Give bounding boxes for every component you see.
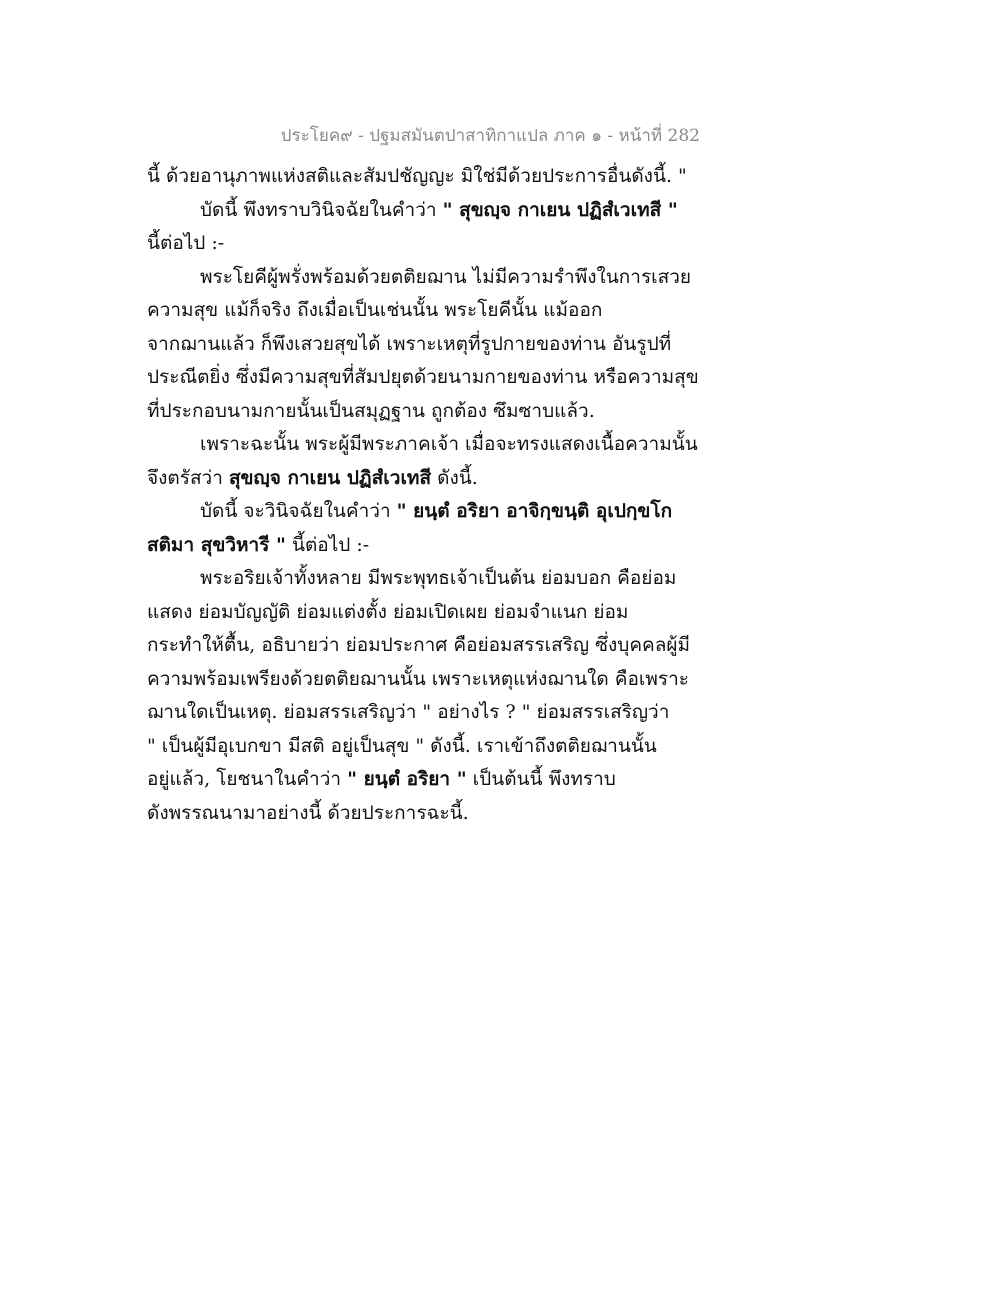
text-run: นี้ต่อไป :- (285, 533, 370, 556)
text-line (147, 696, 707, 730)
text-run: ความพร้อมเพรียงด้วยตติยฌานนั้น เพราะเหตุแห่งฌานใด คือเพราะ (147, 667, 690, 690)
text-line (147, 797, 707, 831)
pali-term: " สุขญฺจ กาเยน ปฏิสํเวเทสี " (442, 198, 678, 221)
text-line (147, 428, 707, 462)
pali-term: สติมา สุขวิหารี " (147, 533, 286, 556)
text-line (147, 529, 707, 563)
pali-term: " ยนฺตํ อริยา " (347, 768, 467, 790)
text-run: ฌานใดเป็นเหตุ. ย่อมสรรเสริญว่า " อย่างไร ? " ย่อมสรรเสริญว่า (147, 701, 670, 723)
text-line (147, 261, 707, 295)
text-run: บัดนี้ พึงทราบวินิจฉัยในคำว่า (200, 198, 443, 221)
text-line (147, 194, 707, 228)
text-run: จึงตรัสว่า (147, 466, 229, 489)
text-line (147, 730, 707, 764)
text-run: เพราะฉะนั้น พระผู้มีพระภาคเจ้า เมื่อจะทรงแสดงเนื้อความนั้น (200, 433, 698, 455)
text-run: ประณีตยิ่ง ซึ่งมีความสุขที่สัมปยุตด้วยนามกายของท่าน หรือความสุข (147, 366, 699, 388)
text-line (147, 294, 707, 328)
text-run: จากฌานแล้ว ก็พึงเสวยสุขได้ เพราะเหตุที่รูปกายของท่าน อันรูปที่ (147, 332, 672, 355)
text-run: ความสุข แม้ก็จริง ถึงเมื่อเป็นเช่นนั้น พระโยคีนั้น แม้ออก (147, 299, 603, 321)
text-run: ดังนี้. (431, 466, 478, 489)
text-line (147, 395, 707, 429)
text-line (147, 227, 707, 261)
document-body (147, 160, 707, 830)
text-line (147, 596, 707, 630)
text-run: พระอริยเจ้าทั้งหลาย มีพระพุทธเจ้าเป็นต้น ย่อมบอก คือย่อม (200, 567, 677, 589)
text-line (147, 160, 707, 194)
text-line (147, 763, 707, 797)
pali-term: " ยนฺตํ อริยา อาจิกฺขนฺติ อุเปกฺขโก (396, 500, 673, 522)
text-line (147, 361, 707, 395)
text-run: แสดง ย่อมบัญญัติ ย่อมแต่งตั้ง ย่อมเปิดเผย ย่อมจำแนก ย่อม (147, 600, 629, 623)
text-run: เป็นต้นนี้ พึงทราบ (466, 768, 616, 790)
text-run: อยู่แล้ว, โยชนาในคำว่า (147, 768, 348, 790)
text-line (147, 629, 707, 663)
text-run: นี้ต่อไป :- (147, 232, 225, 254)
text-run: กระทำให้ตื้น, อธิบายว่า ย่อมประกาศ คือย่อมสรรเสริญ ซึ่งบุคคลผู้มี (147, 634, 691, 656)
text-line (147, 562, 707, 596)
pali-term: สุขญฺจ กาเยน ปฏิสํเวเทสี (228, 466, 432, 489)
text-line (147, 663, 707, 697)
text-run: ดังพรรณนามาอย่างนี้ ด้วยประการฉะนี้. (147, 801, 469, 824)
text-line (147, 462, 707, 496)
text-run: " เป็นผู้มีอุเบกขา มีสติ อยู่เป็นสุข " ดังนี้. เราเข้าถึงตติยฌานนั้น (147, 734, 657, 757)
text-line (147, 328, 707, 362)
text-run: นี้ ด้วยอานุภาพแห่งสติและสัมปชัญญะ มิใช่มีด้วยประการอื่นดังนี้. " (147, 165, 687, 187)
text-run: ที่ประกอบนามกายนั้นเป็นสมุฏฐาน ถูกต้อง ซึมซาบแล้ว. (147, 399, 595, 422)
page-header: ประโยค๙ - ปฐมสมันตปาสาทิกาแปล ภาค ๑ - หน้าที่ 282 (280, 126, 700, 146)
text-line (147, 495, 707, 529)
text-run: พระโยคีผู้พรั่งพร้อมด้วยตติยฌาน ไม่มีความรำพึงในการเสวย (200, 265, 692, 288)
text-run: บัดนี้ จะวินิจฉัยในคำว่า (200, 500, 397, 522)
